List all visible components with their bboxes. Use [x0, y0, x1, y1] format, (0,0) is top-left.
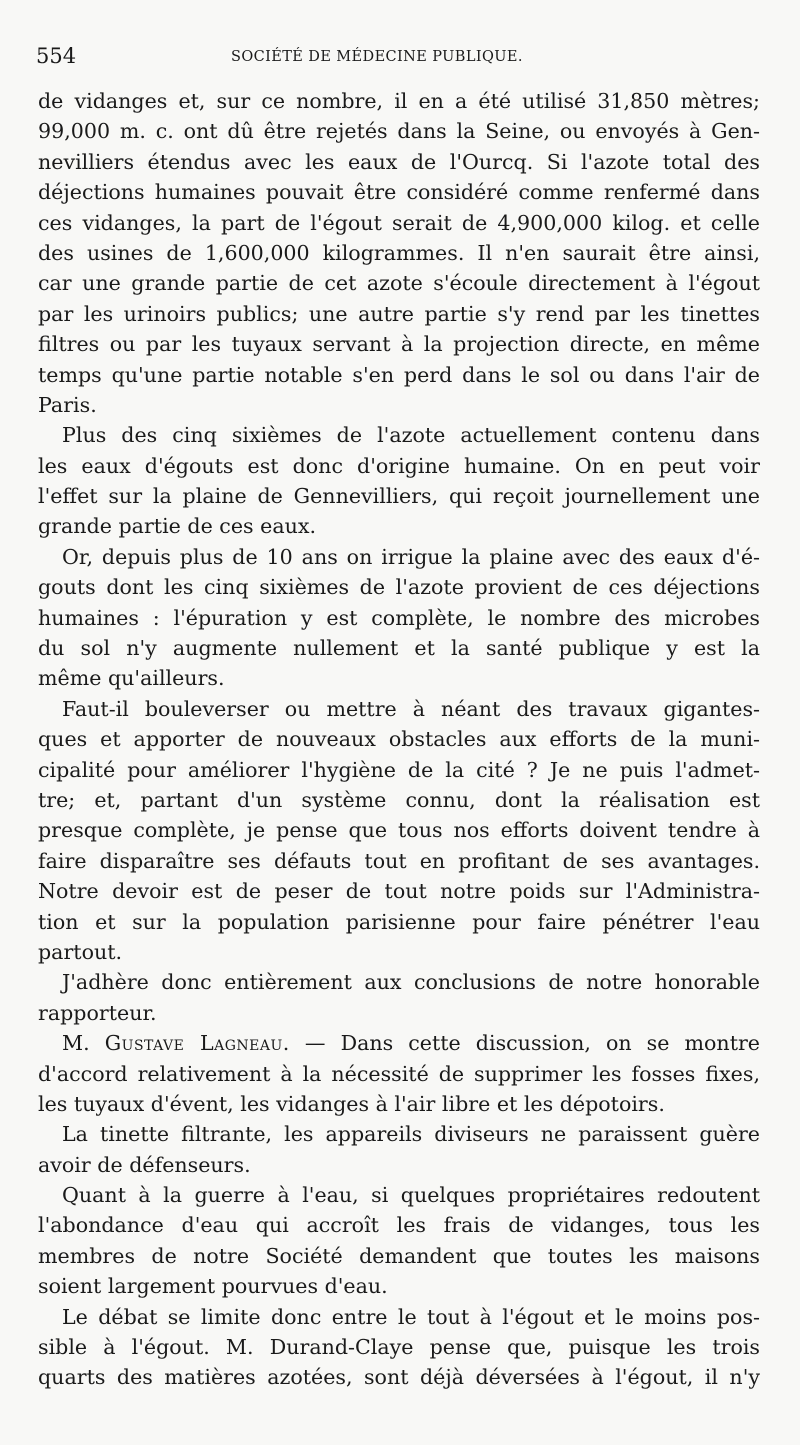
- text-line: La tinette filtrante, les appareils diviseurs ne paraissent guère: [62, 1122, 760, 1147]
- text-line: gouts dont les cinq sixièmes de l'azote provient de ces déjections: [38, 575, 760, 600]
- text-line: cipalité pour améliorer l'hygiène de la cité ? Je ne puis l'admet-: [38, 757, 760, 782]
- text-line: temps qu'une partie notable s'en perd dans le sol ou dans l'air de: [38, 362, 760, 387]
- text-line: filtres ou par les tuyaux servant à la projection directe, en même: [38, 332, 760, 357]
- text-line: Plus des cinq sixièmes de l'azote actuellement contenu dans: [62, 423, 760, 448]
- text-line: Le débat se limite donc entre le tout à l'égout et le moins pos-: [62, 1304, 760, 1329]
- text-line: faire disparaître ses défauts tout en profitant de ses avantages.: [38, 848, 760, 873]
- text-line: membres de notre Société demandent que toutes les maisons: [38, 1243, 760, 1268]
- text-line: Notre devoir est de peser de tout notre poids sur l'Administra-: [38, 879, 760, 904]
- text-line: quarts des matières azotées, sont déjà déversées à l'égout, il n'y: [38, 1365, 760, 1390]
- text-line: Quant à la guerre à l'eau, si quelques propriétaires redoutent: [62, 1183, 760, 1208]
- text-line: — Dans cette discussion, on se montre: [304, 1031, 760, 1056]
- text-line: déjections humaines pouvait être considéré comme renfermé dans: [38, 180, 760, 205]
- text-line: humaines : l'épuration y est complète, le nombre des microbes: [38, 605, 760, 630]
- text-line: J'adhère donc entièrement aux conclusions de notre honorable: [62, 970, 760, 995]
- page-number: 554: [36, 44, 77, 68]
- text-line: car une grande partie de cet azote s'écoule directement à l'égout: [38, 271, 760, 296]
- body-text: [38, 86, 760, 1393]
- text-line: avoir de défenseurs.: [38, 1152, 251, 1177]
- text-line: ques et apporter de nouveaux obstacles aux efforts de la muni-: [38, 727, 760, 752]
- text-line: d'accord relativement à la nécessité de supprimer les fosses fixes,: [38, 1061, 760, 1086]
- text-line: même qu'ailleurs.: [38, 666, 225, 691]
- text-line: soient largement pourvues d'eau.: [38, 1274, 388, 1299]
- text-line: les eaux d'égouts est donc d'origine humaine. On en peut voir: [38, 453, 760, 478]
- text-line: de vidanges et, sur ce nombre, il en a été utilisé 31,850 mètres;: [38, 89, 760, 113]
- text-line: Paris.: [38, 392, 97, 417]
- text-line: par les urinoirs publics; une autre partie s'y rend par les tinettes: [38, 301, 760, 326]
- text-line: du sol n'y augmente nullement et la santé publique y est la: [38, 636, 760, 661]
- text-line: l'abondance d'eau qui accroît les frais de vidanges, tous les: [38, 1213, 760, 1238]
- text-line: grande partie de ces eaux.: [38, 514, 317, 539]
- page-header: [36, 40, 764, 74]
- text-line: tion et sur la population parisienne pour faire pénétrer l'eau: [38, 909, 760, 934]
- text-line: nevilliers étendus avec les eaux de l'Ourcq. Si l'azote total des: [38, 149, 760, 174]
- speaker-line: [38, 1028, 760, 1058]
- text-line: Or, depuis plus de 10 ans on irrigue la plaine avec des eaux d'é-: [62, 544, 760, 569]
- text-line: l'effet sur la plaine de Gennevilliers, qui reçoit journellement une: [38, 484, 760, 509]
- running-title: SOCIÉTÉ DE MÉDECINE PUBLIQUE.: [231, 49, 523, 65]
- text-line: sible à l'égout. M. Durand-Claye pense que, puisque les trois: [38, 1335, 760, 1360]
- text-line: Faut-il bouleverser ou mettre à néant des travaux gigantes-: [62, 696, 760, 721]
- text-line: partout.: [38, 939, 123, 964]
- text-line: rapporteur.: [38, 1000, 157, 1025]
- speaker-title: M.: [62, 1031, 90, 1056]
- text-line: 99,000 m. c. ont dû être rejetés dans la Seine, ou envoyés à Gen-: [38, 119, 760, 144]
- speaker-name: Gustave Lagneau.: [104, 1031, 290, 1056]
- text-line: ces vidanges, la part de l'égout serait de 4,900,000 kilog. et celle: [38, 210, 760, 235]
- text-line: des usines de 1,600,000 kilogrammes. Il n'en saurait être ainsi,: [38, 240, 760, 265]
- text-line: les tuyaux d'évent, les vidanges à l'air libre et les dépotoirs.: [38, 1091, 665, 1116]
- text-line: presque complète, je pense que tous nos efforts doivent tendre à: [38, 818, 760, 843]
- text-line: tre; et, partant d'un système connu, dont la réalisation est: [38, 787, 760, 812]
